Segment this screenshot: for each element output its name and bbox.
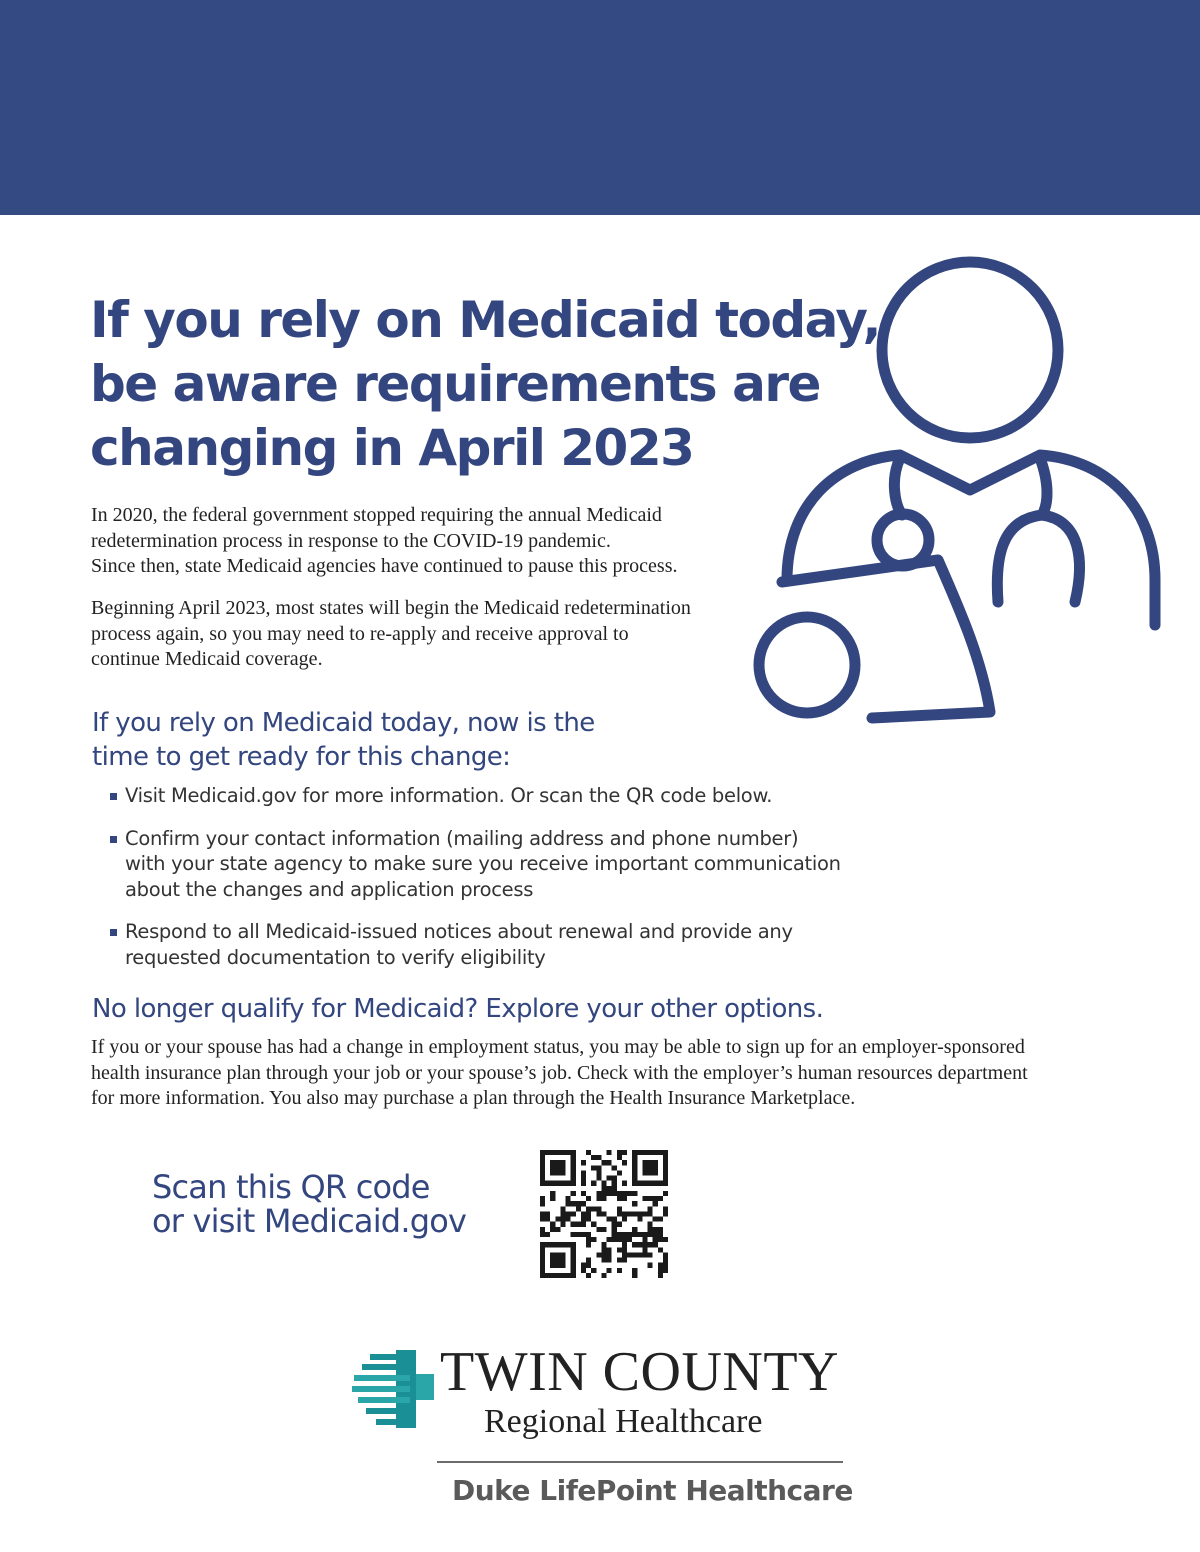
intro-paragraph-1: [91, 503, 751, 580]
text-line: If you or your spouse has had a change in employment status, you may be able to sign up for an employer-sponsored: [91, 1036, 1025, 1058]
bullet-square-icon: [110, 793, 117, 800]
text-line: continue Medicaid coverage.: [91, 648, 323, 670]
text-line: about the changes and application process: [125, 877, 534, 901]
options-heading: No longer qualify for Medicaid? Explore your other options.: [92, 994, 824, 1024]
qr-label: [152, 1170, 466, 1238]
headline-line: be aware requirements are: [90, 355, 820, 413]
headline-line: changing in April 2023: [90, 419, 694, 477]
logo-parent-company: Duke LifePoint Healthcare: [452, 1474, 853, 1507]
text-line: or visit Medicaid.gov: [152, 1202, 467, 1240]
text-line: time to get ready for this change:: [92, 742, 511, 772]
qr-code-icon[interactable]: [540, 1150, 668, 1278]
text-line: redetermination process in response to the COVID-19 pandemic.: [91, 529, 611, 552]
text-line: If you rely on Medicaid today, now is the: [92, 708, 595, 738]
logo-name: TWIN COUNTY: [440, 1341, 839, 1403]
twin-county-logo-mark-icon: [352, 1348, 436, 1432]
logo-subtitle: Regional Healthcare: [484, 1403, 763, 1440]
text-line: requested documentation to verify eligibility: [125, 945, 546, 969]
prepare-bullet-list: [110, 783, 890, 987]
text-line: Visit Medicaid.gov for more information. Or scan the QR code below.: [125, 784, 773, 807]
doctor-with-stethoscope-and-clipboard-icon: [750, 255, 1170, 735]
text-line: health insurance plan through your job or your spouse’s job. Check with the employer’s human resources department: [91, 1061, 1028, 1084]
prepare-heading: [92, 706, 595, 774]
text-line: Confirm your contact information (mailing address and phone number): [125, 826, 799, 850]
text-line: In 2020, the federal government stopped requiring the annual Medicaid: [91, 504, 662, 526]
text-line: Beginning April 2023, most states will begin the Medicaid redetermination: [91, 597, 691, 619]
top-banner: [0, 0, 1200, 215]
bullet-square-icon: [110, 929, 117, 936]
list-item: [110, 919, 890, 970]
options-paragraph: [91, 1035, 1111, 1112]
text-line: for more information. You also may purchase a plan through the Health Insurance Marketplace.: [91, 1087, 856, 1109]
logo-divider: [437, 1461, 843, 1463]
text-line: Scan this QR code: [152, 1168, 430, 1206]
text-line: process again, so you may need to re-apply and receive approval to: [91, 622, 629, 645]
list-item: [110, 826, 890, 903]
list-item: [110, 783, 890, 809]
intro-paragraph-2: [91, 596, 751, 673]
text-line: Respond to all Medicaid-issued notices about renewal and provide any: [125, 920, 793, 943]
headline-line: If you rely on Medicaid today,: [90, 291, 881, 349]
text-line: Since then, state Medicaid agencies have continued to pause this process.: [91, 555, 678, 577]
text-line: with your state agency to make sure you receive important communication: [125, 852, 841, 875]
bullet-square-icon: [110, 836, 117, 843]
